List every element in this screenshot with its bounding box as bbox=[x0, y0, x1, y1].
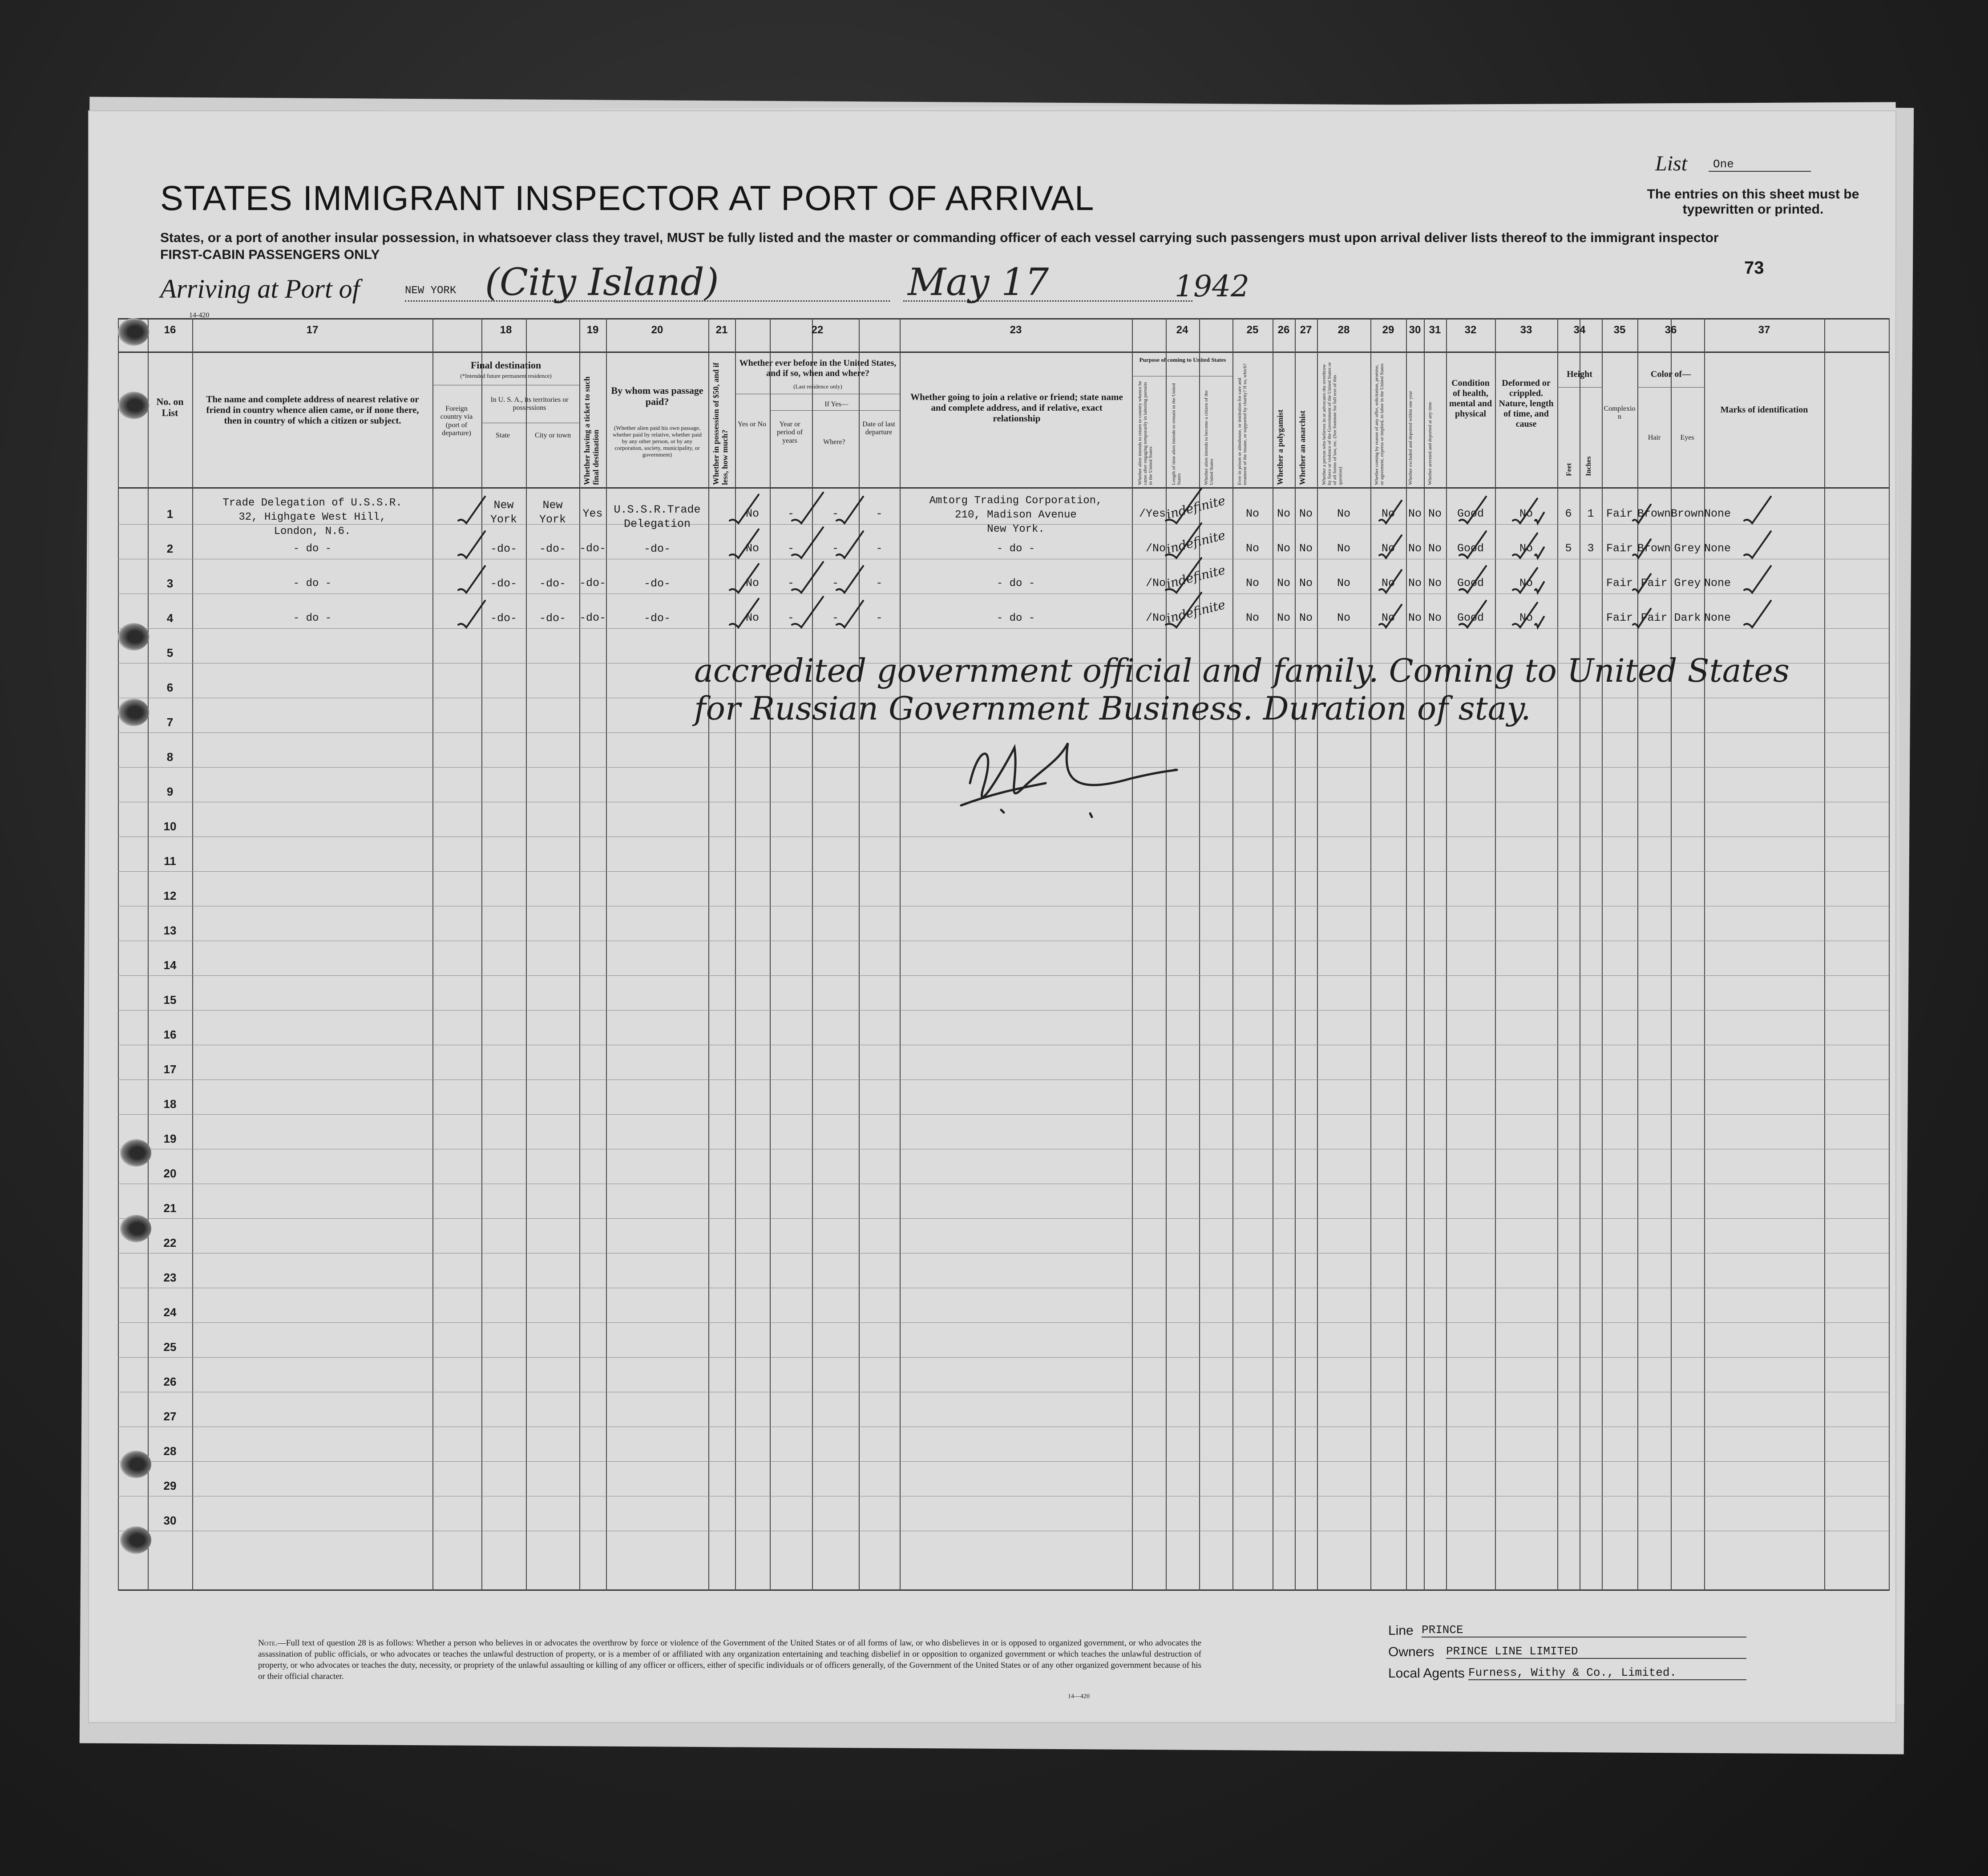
row-number: 9 bbox=[166, 785, 174, 798]
row-number: 6 bbox=[166, 681, 174, 694]
cell-paid: -do- bbox=[643, 612, 671, 625]
header-no-on-list: No. on List bbox=[156, 396, 184, 419]
line-value: PRINCE bbox=[1422, 1623, 1746, 1637]
cell-relative: - do - bbox=[293, 612, 332, 624]
punch-hole bbox=[120, 1526, 151, 1554]
cell-length: indefinite bbox=[1165, 597, 1227, 626]
header-deformed: Deformed or crippled. Nature, length of time, and cause bbox=[1499, 378, 1554, 429]
check-mark bbox=[836, 566, 863, 593]
colnum-29: 29 bbox=[1382, 324, 1394, 336]
cell-dash1: - bbox=[787, 507, 794, 520]
cell-anarchist: No bbox=[1299, 507, 1313, 520]
colnum-36: 36 bbox=[1665, 324, 1677, 336]
cell-return: /No bbox=[1145, 542, 1166, 555]
cell-polygamist: No bbox=[1277, 542, 1290, 555]
cell-eyes: Dark bbox=[1674, 611, 1701, 624]
cell-ticket: -do- bbox=[579, 611, 606, 624]
header-height: Height bbox=[1567, 369, 1592, 379]
cell-hair: Brown bbox=[1637, 542, 1671, 555]
header-anarchist: Whether an anarchist bbox=[1298, 410, 1307, 485]
colnum-37: 37 bbox=[1758, 324, 1770, 336]
check-mark bbox=[1535, 513, 1544, 523]
check-mark bbox=[1459, 531, 1486, 558]
header-fifty-dollars: Whether in possession of $50, and if less, how much? bbox=[711, 362, 729, 485]
header-if-yes: If Yes— bbox=[824, 400, 849, 408]
check-mark bbox=[730, 495, 759, 524]
header-q29: Whether coming by reason of any offer, solicitation, promise, or agreement, express or implied, to labor in the United States bbox=[1374, 363, 1385, 485]
cell-join: - do - bbox=[996, 578, 1035, 590]
cell-marks: None bbox=[1704, 542, 1731, 555]
cell-polygamist: No bbox=[1277, 577, 1290, 590]
header-hair: Hair bbox=[1648, 434, 1661, 441]
check-mark bbox=[1513, 499, 1537, 524]
cell-paid: -do- bbox=[643, 577, 671, 590]
cell-q31: No bbox=[1428, 507, 1442, 520]
cell-join: Amtorg Trading Corporation, 210, Madison Avenue New York. bbox=[929, 495, 1103, 535]
punch-hole bbox=[120, 1215, 151, 1242]
cell-q30: No bbox=[1408, 542, 1422, 555]
cell-city: -do- bbox=[539, 542, 566, 555]
cell-deformed: No bbox=[1519, 542, 1533, 555]
cell-state: -do- bbox=[490, 577, 517, 590]
cell-health: Good bbox=[1457, 611, 1484, 624]
year: 1942 bbox=[1175, 269, 1249, 303]
cell-dash2: - bbox=[832, 577, 839, 590]
cell-return: /No bbox=[1145, 577, 1166, 590]
check-mark bbox=[1379, 570, 1402, 593]
cell-relative: - do - bbox=[293, 578, 332, 590]
colnum-28: 28 bbox=[1337, 324, 1350, 336]
cell-length: indefinite bbox=[1165, 493, 1227, 522]
check-mark bbox=[792, 562, 823, 593]
cell-deformed: No bbox=[1519, 507, 1533, 520]
header-join-relative: Whether going to join a relative or friend; state name and complete address, and if relative, exact relationship bbox=[910, 392, 1123, 424]
cell-city: New York bbox=[539, 499, 566, 526]
owners-value: PRINCE LINE LIMITED bbox=[1446, 1645, 1746, 1659]
annotation-line-1: accredited government official and family. Coming to United States bbox=[694, 652, 1790, 689]
header-passage-paid: By whom was passage paid? bbox=[611, 385, 703, 408]
cell-polygamist: No bbox=[1277, 507, 1290, 520]
header-eyes: Eyes bbox=[1680, 434, 1694, 441]
manifest-sheet bbox=[89, 111, 1895, 1722]
cell-dash2: - bbox=[832, 611, 839, 624]
owners-label: Owners bbox=[1388, 1645, 1434, 1659]
cell-hair: Brown bbox=[1637, 507, 1671, 520]
check-mark bbox=[458, 497, 485, 523]
cell-dash1: - bbox=[787, 542, 794, 555]
check-mark bbox=[1535, 617, 1544, 627]
check-mark bbox=[1379, 605, 1402, 627]
cell-feet: 5 bbox=[1565, 542, 1572, 555]
check-mark bbox=[1513, 603, 1537, 628]
header-q28: Whether a person who believes in or advocates the overthrow by force or violence of the Government of the United States or of all forms of law, etc. (See footnote for full text of this question) bbox=[1321, 362, 1343, 485]
row-number: 10 bbox=[163, 820, 177, 833]
check-mark bbox=[1633, 574, 1651, 593]
check-mark bbox=[1535, 547, 1544, 558]
check-mark bbox=[730, 599, 759, 628]
cell-dash3: - bbox=[876, 542, 883, 555]
cell-join: - do - bbox=[996, 543, 1035, 555]
cell-marks: None bbox=[1704, 611, 1731, 624]
cell-q31: No bbox=[1428, 577, 1442, 590]
cell-q30: No bbox=[1408, 577, 1422, 590]
class-line: FIRST-CABIN PASSENGERS ONLY bbox=[160, 247, 380, 262]
cell-return: /No bbox=[1145, 611, 1166, 624]
header-feet: Feet bbox=[1565, 463, 1573, 476]
cell-deformed: No bbox=[1519, 611, 1533, 624]
header-where: Where? bbox=[823, 438, 845, 446]
cell-anarchist: No bbox=[1299, 611, 1313, 624]
check-mark bbox=[458, 601, 485, 627]
cell-inches: 1 bbox=[1587, 507, 1594, 520]
row-number: 15 bbox=[163, 993, 177, 1007]
check-mark bbox=[1166, 489, 1201, 523]
list-value: One bbox=[1709, 158, 1811, 172]
header-final-destination-sub: (*Intended future permanent residence) bbox=[460, 372, 552, 379]
header-ever-before: Whether ever before in the United States, and if so, when and where? bbox=[739, 358, 897, 378]
header-foreign-country: Foreign country via (port of departure) bbox=[440, 405, 473, 437]
cell-prison: No bbox=[1245, 577, 1259, 590]
row-number: 23 bbox=[163, 1271, 177, 1284]
check-mark bbox=[836, 601, 863, 627]
header-in-usa: In U. S. A., its territories or possessions bbox=[490, 396, 569, 412]
row-number: 19 bbox=[163, 1132, 177, 1145]
header-marks: Marks of identification bbox=[1720, 405, 1808, 415]
footnote bbox=[258, 1637, 1201, 1682]
colnum-22: 22 bbox=[811, 324, 824, 336]
date-handwritten: May 17 bbox=[908, 260, 1049, 304]
cell-complexion: Fair bbox=[1606, 542, 1633, 555]
cell-inches: 3 bbox=[1587, 542, 1594, 555]
cell-dash1: - bbox=[787, 577, 794, 590]
header-purpose-citizen: Whether alien intends to become a citizen of the United States bbox=[1204, 390, 1215, 485]
check-mark bbox=[1513, 568, 1537, 593]
row-number: 24 bbox=[163, 1306, 177, 1319]
cell-eyes: Brown bbox=[1671, 507, 1705, 520]
row-number: 18 bbox=[163, 1097, 177, 1111]
cell-complexion: Fair bbox=[1606, 577, 1633, 590]
header-ticket: Whether having a ticket to such final destination bbox=[582, 376, 600, 485]
row-number: 3 bbox=[166, 577, 174, 590]
cell-prison: No bbox=[1245, 542, 1259, 555]
cell-join: - do - bbox=[996, 612, 1035, 624]
check-mark bbox=[458, 531, 485, 558]
cell-polygamist: No bbox=[1277, 611, 1290, 624]
cell-q28: No bbox=[1337, 542, 1350, 555]
punch-hole bbox=[118, 318, 149, 346]
check-marks bbox=[458, 489, 1771, 627]
header-q31: Whether arrested and deported at any time bbox=[1427, 402, 1433, 485]
pen-marks bbox=[89, 111, 1895, 1722]
colnum-35: 35 bbox=[1613, 324, 1626, 336]
cell-eyes: Grey bbox=[1674, 577, 1701, 590]
cell-health: Good bbox=[1457, 542, 1484, 555]
cell-ticket: Yes bbox=[582, 507, 603, 520]
colnum-20: 20 bbox=[651, 324, 663, 336]
list-label: List bbox=[1655, 152, 1688, 175]
cell-q29: No bbox=[1381, 507, 1395, 520]
cell-q29: No bbox=[1381, 577, 1395, 590]
check-mark bbox=[730, 564, 759, 593]
row-number: 5 bbox=[166, 646, 174, 659]
colnum-18: 18 bbox=[500, 324, 512, 336]
cell-state: -do- bbox=[490, 542, 517, 555]
row-number: 26 bbox=[163, 1375, 177, 1388]
cell-dash1: - bbox=[787, 611, 794, 624]
header-purpose-return: Whether alien intends to return to country whence he came after engaging temporarily in laboring pursuits in the United States bbox=[1137, 381, 1154, 485]
port-typed: NEW YORK bbox=[405, 285, 457, 297]
agents-label: Local Agents bbox=[1388, 1666, 1465, 1681]
line-label: Line bbox=[1388, 1623, 1414, 1638]
cell-prison: No bbox=[1245, 611, 1259, 624]
header-health: Condition of health, mental and physical bbox=[1449, 378, 1492, 419]
cell-paid: U.S.S.R.Trade Delegation bbox=[614, 503, 701, 530]
cell-dash2: - bbox=[832, 507, 839, 520]
row-number: 11 bbox=[164, 854, 176, 868]
port-handwritten: (City Island) bbox=[485, 260, 719, 304]
row-number: 22 bbox=[163, 1236, 177, 1249]
check-mark bbox=[1379, 501, 1402, 523]
row-number: 21 bbox=[163, 1201, 177, 1215]
row-number: 4 bbox=[166, 611, 174, 625]
row-number: 28 bbox=[163, 1444, 177, 1458]
cell-state: -do- bbox=[490, 612, 517, 625]
port-label: Arriving at Port of bbox=[160, 274, 360, 303]
check-mark bbox=[1535, 582, 1544, 593]
row-number: 7 bbox=[166, 716, 174, 729]
footnote-label: Note. bbox=[258, 1638, 278, 1648]
row-number: 29 bbox=[163, 1479, 177, 1492]
check-mark bbox=[1379, 535, 1402, 558]
cell-hair: Fair bbox=[1641, 611, 1668, 624]
check-mark bbox=[1513, 534, 1537, 558]
check-mark bbox=[792, 527, 823, 558]
cell-state: New York bbox=[490, 499, 517, 526]
check-mark bbox=[1744, 531, 1771, 558]
header-q30: Whether excluded and deported within one year bbox=[1408, 391, 1413, 485]
colnum-21: 21 bbox=[715, 324, 728, 336]
cell-q29: No bbox=[1381, 542, 1395, 555]
check-mark bbox=[458, 566, 485, 593]
cell-before: No bbox=[745, 507, 759, 520]
punch-hole bbox=[118, 392, 149, 419]
form-code-bottom: 14—420 bbox=[1068, 1693, 1090, 1700]
header-final-destination: Final destination bbox=[470, 360, 541, 371]
colnum-23: 23 bbox=[1010, 324, 1022, 336]
check-mark bbox=[1744, 601, 1771, 627]
header-last-departure: Date of last departure bbox=[862, 420, 895, 437]
footnote-text: —Full text of question 28 is as follows: Whether a person who believes in or advocates the overthrow by force or violence of the Government of the United States or of all forms of law, or who disbelieves in or is opposed to organized government, or who advocates the assassination of public officials, or who advocates or teaches the unlawful destruction of property, or is a member of or affiliated with any organization entertaining and teaching disbelief in or opposition to organized government or which teaches the unlawful destruction of property, or who advocates or teaches the duty, necessity, or propriety of the unlawful assaulting or killing of any officer or officers, either of specific individuals or of officers generally, of the Government of the United States or of any other organized government because of his or their official character. bbox=[258, 1638, 1201, 1681]
cell-q28: No bbox=[1337, 611, 1350, 624]
check-mark bbox=[1166, 523, 1201, 558]
colnum-34: 34 bbox=[1573, 324, 1586, 336]
row-number: 16 bbox=[163, 1028, 177, 1041]
cell-relative: - do - bbox=[293, 543, 332, 555]
row-number: 1 bbox=[166, 507, 174, 521]
row-number: 12 bbox=[163, 889, 177, 902]
cell-before: No bbox=[745, 542, 759, 555]
cell-length: indefinite bbox=[1165, 527, 1227, 557]
header-passage-paid-sub: (Whether alien paid his own passage, whether paid by relative, whether paid by any other person, or by any corporation, society, municipality, or government) bbox=[613, 425, 702, 458]
check-mark bbox=[792, 597, 823, 627]
check-mark bbox=[1459, 497, 1486, 523]
colnum-17: 17 bbox=[306, 324, 319, 336]
check-mark bbox=[1633, 505, 1651, 523]
row-number: 20 bbox=[163, 1167, 177, 1180]
cell-q30: No bbox=[1408, 507, 1422, 520]
header-purpose: Purpose of coming to United States bbox=[1139, 356, 1226, 363]
cell-paid: -do- bbox=[643, 542, 671, 555]
cell-q29: No bbox=[1381, 611, 1395, 624]
header-polygamist: Whether a polygamist bbox=[1276, 409, 1285, 485]
check-mark bbox=[1166, 593, 1201, 627]
colnum-27: 27 bbox=[1300, 324, 1312, 336]
header-prison: Ever in prison or almshouse, or institution for care and treatment of the insane, or supported by charity? If so, which? bbox=[1237, 363, 1248, 485]
subtitle: States, or a port of another insular possession, in whatsoever class they travel, MUST be fully listed and the master or commanding officer of each vessel carrying such passengers must upon arrival deliver lists thereof to the immigrant inspector bbox=[160, 230, 1719, 245]
cell-health: Good bbox=[1457, 577, 1484, 590]
cell-dash2: - bbox=[832, 542, 839, 555]
row-number: 30 bbox=[163, 1514, 177, 1527]
colnum-32: 32 bbox=[1464, 324, 1477, 336]
check-mark bbox=[1633, 609, 1651, 627]
header-inches: Inches bbox=[1585, 456, 1592, 476]
cell-hair: Fair bbox=[1641, 577, 1668, 590]
cell-marks: None bbox=[1704, 577, 1731, 590]
row-number: 27 bbox=[163, 1410, 177, 1423]
colnum-24: 24 bbox=[1176, 324, 1188, 336]
check-mark bbox=[1633, 539, 1651, 558]
cell-ticket: -do- bbox=[579, 542, 606, 555]
cell-dash3: - bbox=[876, 577, 883, 590]
colnum-33: 33 bbox=[1520, 324, 1532, 336]
check-mark bbox=[1166, 558, 1201, 593]
cell-q28: No bbox=[1337, 577, 1350, 590]
colnum-31: 31 bbox=[1429, 324, 1441, 336]
page-title: STATES IMMIGRANT INSPECTOR AT PORT OF ARRIVAL bbox=[160, 178, 1095, 218]
signature-scribble bbox=[961, 743, 1177, 817]
header-city: City or town bbox=[535, 432, 571, 439]
colnum-19: 19 bbox=[586, 324, 599, 336]
cell-anarchist: No bbox=[1299, 542, 1313, 555]
row-number: 14 bbox=[163, 958, 177, 972]
punch-hole bbox=[120, 1139, 151, 1167]
punch-hole bbox=[120, 1451, 151, 1478]
cell-city: -do- bbox=[539, 577, 566, 590]
check-mark bbox=[836, 497, 863, 523]
colnum-25: 25 bbox=[1246, 324, 1259, 336]
cell-prison: No bbox=[1245, 507, 1259, 520]
cell-before: No bbox=[745, 611, 759, 624]
header-years: Year or period of years bbox=[776, 420, 803, 445]
cell-complexion: Fair bbox=[1606, 507, 1633, 520]
header-ever-before-sub: (Last residence only) bbox=[793, 383, 842, 390]
header-nearest-relative: The name and complete address of nearest relative or friend in country whence alien came, or if none there, then in country of which a citizen or subject. bbox=[206, 394, 419, 426]
cell-q31: No bbox=[1428, 611, 1442, 624]
entries-note: The entries on this sheet must be typewritten or printed. bbox=[1647, 187, 1859, 217]
punch-hole bbox=[118, 623, 149, 651]
check-mark bbox=[730, 530, 759, 558]
row-number: 8 bbox=[166, 750, 174, 764]
header-state: State bbox=[496, 432, 510, 439]
cell-complexion: Fair bbox=[1606, 611, 1633, 624]
check-mark bbox=[1459, 566, 1486, 593]
cell-before: No bbox=[745, 577, 759, 590]
cell-q28: No bbox=[1337, 507, 1350, 520]
colnum-26: 26 bbox=[1277, 324, 1290, 336]
cell-length: indefinite bbox=[1165, 562, 1227, 591]
row-number: 17 bbox=[163, 1063, 177, 1076]
cell-dash3: - bbox=[876, 507, 883, 520]
cell-eyes: Grey bbox=[1674, 542, 1701, 555]
header-color-of: Color of— bbox=[1650, 369, 1691, 379]
cell-anarchist: No bbox=[1299, 577, 1313, 590]
header-yes-no: Yes or No bbox=[737, 420, 767, 428]
cell-return: /Yes bbox=[1139, 507, 1166, 520]
colnum-30: 30 bbox=[1409, 324, 1421, 336]
agents-value: Furness, Withy & Co., Limited. bbox=[1468, 1666, 1746, 1680]
cell-feet: 6 bbox=[1565, 507, 1572, 520]
sheet-number: 73 bbox=[1744, 258, 1764, 278]
cell-q31: No bbox=[1428, 542, 1442, 555]
cell-marks: None bbox=[1704, 507, 1731, 520]
cell-deformed: No bbox=[1519, 577, 1533, 590]
cell-ticket: -do- bbox=[579, 577, 606, 590]
header-complexion: Complexion bbox=[1604, 405, 1636, 421]
check-mark bbox=[836, 531, 863, 558]
cell-relative: Trade Delegation of U.S.S.R. 32, Highgate West Hill, London, N.6. bbox=[222, 497, 402, 538]
cell-health: Good bbox=[1457, 507, 1484, 520]
check-mark bbox=[1459, 601, 1486, 627]
row-number: 25 bbox=[163, 1340, 177, 1354]
cell-q30: No bbox=[1408, 611, 1422, 624]
row-number: 13 bbox=[163, 924, 177, 937]
form-code-top: 14-420 bbox=[189, 311, 210, 319]
punch-hole bbox=[118, 699, 149, 726]
cell-dash3: - bbox=[876, 611, 883, 624]
check-mark bbox=[1744, 497, 1771, 523]
check-mark bbox=[1744, 566, 1771, 593]
cell-city: -do- bbox=[539, 612, 566, 625]
check-mark bbox=[792, 493, 823, 523]
annotation-line-2: for Russian Government Business. Duration of stay. bbox=[694, 690, 1531, 727]
header-purpose-length: Length of time alien intends to remain in the United States bbox=[1171, 383, 1182, 485]
colnum-16: 16 bbox=[164, 324, 176, 336]
row-number: 2 bbox=[166, 542, 174, 555]
